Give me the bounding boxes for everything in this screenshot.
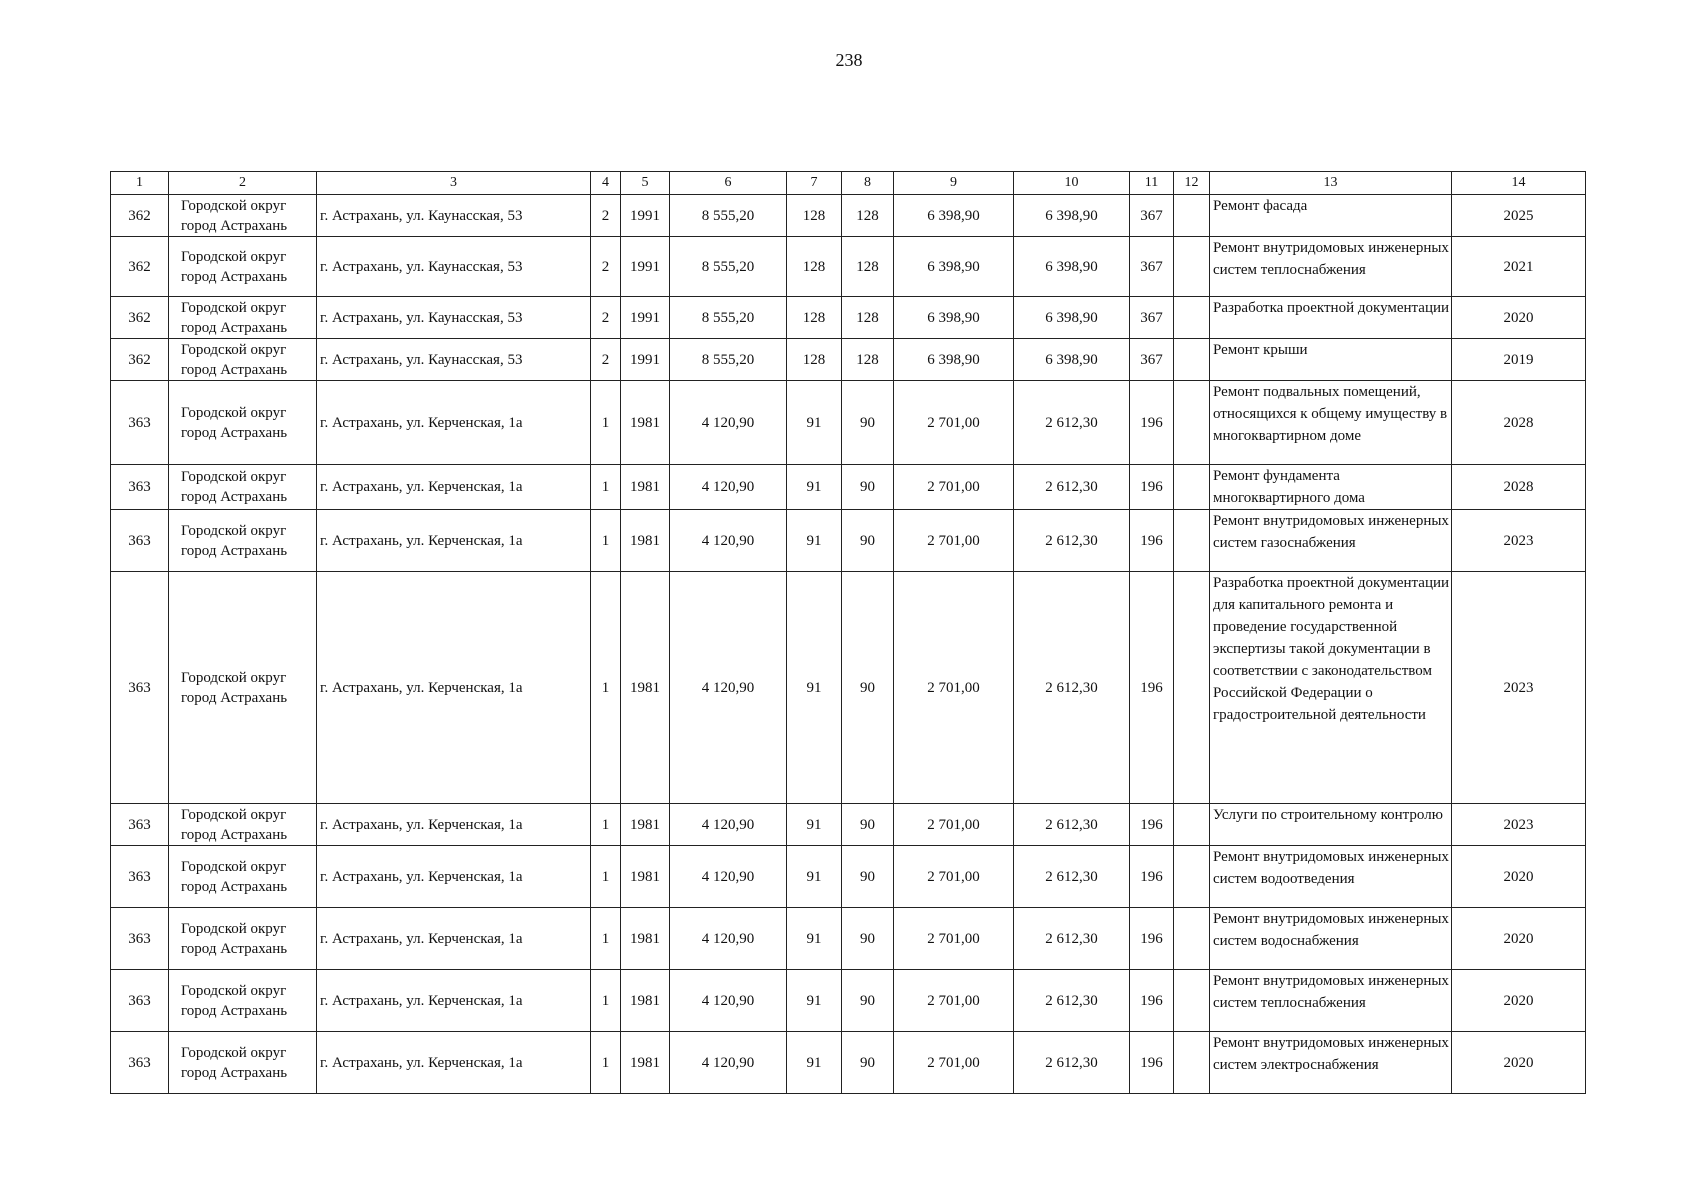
column-header-2: 2: [169, 172, 317, 195]
work-type: Ремонт фундамента многоквартирного дома: [1210, 465, 1452, 510]
col8-value: 128: [842, 237, 894, 297]
column-header-6: 6: [670, 172, 787, 195]
col4-value: 2: [591, 195, 621, 237]
col7-value: 91: [787, 465, 842, 510]
area-total: 8 555,20: [670, 297, 787, 339]
address: г. Астрахань, ул. Каунасская, 53: [317, 237, 591, 297]
row-number: 362: [111, 237, 169, 297]
planned-year: 2020: [1452, 908, 1586, 970]
col7-value: 128: [787, 195, 842, 237]
col8-value: 90: [842, 846, 894, 908]
work-type: Разработка проектной документации: [1210, 297, 1452, 339]
col4-value: 2: [591, 237, 621, 297]
column-header-3: 3: [317, 172, 591, 195]
table-row: [111, 846, 1586, 908]
year-value: 1991: [621, 297, 670, 339]
area-col10: 2 612,30: [1014, 572, 1130, 804]
table-row: [111, 195, 1586, 237]
residents-count: 367: [1130, 237, 1174, 297]
col7-value: 91: [787, 846, 842, 908]
table-row: [111, 381, 1586, 465]
address: г. Астрахань, ул. Керченская, 1а: [317, 804, 591, 846]
col4-value: 1: [591, 970, 621, 1032]
area-col9: 2 701,00: [894, 572, 1014, 804]
work-type: Ремонт крыши: [1210, 339, 1452, 381]
area-total: 8 555,20: [670, 195, 787, 237]
municipality: Городской округ город Астрахань: [169, 297, 317, 339]
col8-value: 90: [842, 510, 894, 572]
column-header-11: 11: [1130, 172, 1174, 195]
col12-value: [1174, 804, 1210, 846]
col4-value: 2: [591, 339, 621, 381]
area-total: 4 120,90: [670, 381, 787, 465]
planned-year: 2023: [1452, 804, 1586, 846]
area-col10: 2 612,30: [1014, 1032, 1130, 1094]
address: г. Астрахань, ул. Керченская, 1а: [317, 908, 591, 970]
area-col10: 2 612,30: [1014, 846, 1130, 908]
address: г. Астрахань, ул. Керченская, 1а: [317, 465, 591, 510]
residents-count: 196: [1130, 970, 1174, 1032]
column-header-13: 13: [1210, 172, 1452, 195]
work-type: Ремонт внутридомовых инженерных систем водоотведения: [1210, 846, 1452, 908]
row-number: 363: [111, 970, 169, 1032]
col8-value: 90: [842, 381, 894, 465]
column-header-4: 4: [591, 172, 621, 195]
col12-value: [1174, 465, 1210, 510]
area-total: 8 555,20: [670, 237, 787, 297]
area-col10: 6 398,90: [1014, 237, 1130, 297]
page-number: 238: [835, 50, 863, 70]
area-col9: 2 701,00: [894, 1032, 1014, 1094]
area-total: 4 120,90: [670, 970, 787, 1032]
area-col10: 2 612,30: [1014, 510, 1130, 572]
area-col10: 2 612,30: [1014, 970, 1130, 1032]
col7-value: 91: [787, 970, 842, 1032]
year-value: 1981: [621, 804, 670, 846]
col7-value: 91: [787, 510, 842, 572]
col7-value: 128: [787, 237, 842, 297]
municipality: Городской округ город Астрахань: [169, 1032, 317, 1094]
year-value: 1981: [621, 908, 670, 970]
col8-value: 90: [842, 572, 894, 804]
municipality: Городской округ город Астрахань: [169, 381, 317, 465]
work-type: Разработка проектной документации для капитального ремонта и проведение государственной экспертизы такой документации в соответствии с законодательством Российской Федерации о градостроительной деятельности: [1210, 572, 1452, 804]
year-value: 1981: [621, 970, 670, 1032]
year-value: 1981: [621, 510, 670, 572]
row-number: 363: [111, 572, 169, 804]
table-row: [111, 970, 1586, 1032]
municipality: Городской округ город Астрахань: [169, 237, 317, 297]
address: г. Астрахань, ул. Керченская, 1а: [317, 572, 591, 804]
area-col9: 2 701,00: [894, 908, 1014, 970]
column-header-14: 14: [1452, 172, 1586, 195]
column-header-8: 8: [842, 172, 894, 195]
address: г. Астрахань, ул. Каунасская, 53: [317, 195, 591, 237]
area-col9: 6 398,90: [894, 195, 1014, 237]
address: г. Астрахань, ул. Каунасская, 53: [317, 339, 591, 381]
area-col9: 2 701,00: [894, 381, 1014, 465]
col8-value: 128: [842, 195, 894, 237]
column-header-1: 1: [111, 172, 169, 195]
column-header-9: 9: [894, 172, 1014, 195]
municipality: Городской округ город Астрахань: [169, 339, 317, 381]
col8-value: 128: [842, 339, 894, 381]
work-type: Ремонт внутридомовых инженерных систем теплоснабжения: [1210, 237, 1452, 297]
area-total: 8 555,20: [670, 339, 787, 381]
area-col9: 6 398,90: [894, 297, 1014, 339]
residents-count: 196: [1130, 804, 1174, 846]
table-row: [111, 804, 1586, 846]
col7-value: 128: [787, 297, 842, 339]
area-col9: 2 701,00: [894, 510, 1014, 572]
area-total: 4 120,90: [670, 804, 787, 846]
work-type: Ремонт внутридомовых инженерных систем газоснабжения: [1210, 510, 1452, 572]
planned-year: 2020: [1452, 1032, 1586, 1094]
area-total: 4 120,90: [670, 465, 787, 510]
table-row: [111, 1032, 1586, 1094]
work-type: Ремонт внутридомовых инженерных систем электроснабжения: [1210, 1032, 1452, 1094]
row-number: 363: [111, 510, 169, 572]
area-col10: 6 398,90: [1014, 297, 1130, 339]
col12-value: [1174, 970, 1210, 1032]
area-col9: 6 398,90: [894, 339, 1014, 381]
col8-value: 90: [842, 970, 894, 1032]
residents-count: 196: [1130, 572, 1174, 804]
municipality: Городской округ город Астрахань: [169, 572, 317, 804]
col12-value: [1174, 572, 1210, 804]
row-number: 362: [111, 339, 169, 381]
col12-value: [1174, 846, 1210, 908]
area-col9: 2 701,00: [894, 846, 1014, 908]
col4-value: 1: [591, 510, 621, 572]
year-value: 1991: [621, 237, 670, 297]
area-col10: 2 612,30: [1014, 465, 1130, 510]
area-total: 4 120,90: [670, 510, 787, 572]
table-header: [111, 172, 1586, 195]
area-total: 4 120,90: [670, 908, 787, 970]
residents-count: 196: [1130, 510, 1174, 572]
col4-value: 1: [591, 572, 621, 804]
col12-value: [1174, 510, 1210, 572]
area-col10: 2 612,30: [1014, 908, 1130, 970]
residents-count: 196: [1130, 1032, 1174, 1094]
planned-year: 2020: [1452, 846, 1586, 908]
year-value: 1991: [621, 195, 670, 237]
residents-count: 196: [1130, 381, 1174, 465]
area-col10: 6 398,90: [1014, 339, 1130, 381]
table-row: [111, 908, 1586, 970]
column-header-5: 5: [621, 172, 670, 195]
column-header-12: 12: [1174, 172, 1210, 195]
year-value: 1981: [621, 846, 670, 908]
table-row: [111, 237, 1586, 297]
col12-value: [1174, 1032, 1210, 1094]
planned-year: 2023: [1452, 572, 1586, 804]
area-total: 4 120,90: [670, 846, 787, 908]
col8-value: 90: [842, 465, 894, 510]
row-number: 363: [111, 381, 169, 465]
area-col9: 6 398,90: [894, 237, 1014, 297]
residents-count: 196: [1130, 465, 1174, 510]
year-value: 1991: [621, 339, 670, 381]
col7-value: 91: [787, 1032, 842, 1094]
row-number: 362: [111, 195, 169, 237]
col8-value: 90: [842, 908, 894, 970]
row-number: 363: [111, 908, 169, 970]
municipality: Городской округ город Астрахань: [169, 970, 317, 1032]
table-row: [111, 465, 1586, 510]
planned-year: 2023: [1452, 510, 1586, 572]
table-body: [111, 195, 1586, 1094]
row-number: 362: [111, 297, 169, 339]
table-row: [111, 572, 1586, 804]
area-col9: 2 701,00: [894, 465, 1014, 510]
row-number: 363: [111, 465, 169, 510]
col4-value: 2: [591, 297, 621, 339]
area-col10: 2 612,30: [1014, 804, 1130, 846]
year-value: 1981: [621, 1032, 670, 1094]
municipality: Городской округ город Астрахань: [169, 846, 317, 908]
row-number: 363: [111, 1032, 169, 1094]
table-row: [111, 339, 1586, 381]
column-header-7: 7: [787, 172, 842, 195]
col12-value: [1174, 297, 1210, 339]
col4-value: 1: [591, 804, 621, 846]
address: г. Астрахань, ул. Керченская, 1а: [317, 510, 591, 572]
area-total: 4 120,90: [670, 572, 787, 804]
area-col10: 6 398,90: [1014, 195, 1130, 237]
year-value: 1981: [621, 465, 670, 510]
work-type: Ремонт фасада: [1210, 195, 1452, 237]
planned-year: 2020: [1452, 297, 1586, 339]
col12-value: [1174, 381, 1210, 465]
residents-count: 367: [1130, 339, 1174, 381]
col12-value: [1174, 908, 1210, 970]
col12-value: [1174, 195, 1210, 237]
address: г. Астрахань, ул. Керченская, 1а: [317, 1032, 591, 1094]
planned-year: 2028: [1452, 465, 1586, 510]
col4-value: 1: [591, 381, 621, 465]
col7-value: 91: [787, 572, 842, 804]
work-type: Ремонт подвальных помещений, относящихся к общему имуществу в многоквартирном доме: [1210, 381, 1452, 465]
address: г. Астрахань, ул. Керченская, 1а: [317, 846, 591, 908]
area-col9: 2 701,00: [894, 970, 1014, 1032]
col12-value: [1174, 339, 1210, 381]
planned-year: 2020: [1452, 970, 1586, 1032]
row-number: 363: [111, 804, 169, 846]
col4-value: 1: [591, 465, 621, 510]
residents-count: 196: [1130, 908, 1174, 970]
col4-value: 1: [591, 846, 621, 908]
table-row: [111, 297, 1586, 339]
planned-year: 2021: [1452, 237, 1586, 297]
municipality: Городской округ город Астрахань: [169, 510, 317, 572]
col7-value: 91: [787, 804, 842, 846]
residents-count: 367: [1130, 297, 1174, 339]
municipality: Городской округ город Астрахань: [169, 804, 317, 846]
address: г. Астрахань, ул. Каунасская, 53: [317, 297, 591, 339]
table-row: [111, 510, 1586, 572]
planned-year: 2028: [1452, 381, 1586, 465]
municipality: Городской округ город Астрахань: [169, 465, 317, 510]
col4-value: 1: [591, 1032, 621, 1094]
col4-value: 1: [591, 908, 621, 970]
area-total: 4 120,90: [670, 1032, 787, 1094]
col8-value: 90: [842, 1032, 894, 1094]
area-col9: 2 701,00: [894, 804, 1014, 846]
col7-value: 128: [787, 339, 842, 381]
year-value: 1981: [621, 572, 670, 804]
municipality: Городской округ город Астрахань: [169, 908, 317, 970]
year-value: 1981: [621, 381, 670, 465]
column-header-10: 10: [1014, 172, 1130, 195]
residents-count: 196: [1130, 846, 1174, 908]
col8-value: 128: [842, 297, 894, 339]
col12-value: [1174, 237, 1210, 297]
work-type: Услуги по строительному контролю: [1210, 804, 1452, 846]
register-table: [110, 171, 1586, 1094]
address: г. Астрахань, ул. Керченская, 1а: [317, 970, 591, 1032]
row-number: 363: [111, 846, 169, 908]
residents-count: 367: [1130, 195, 1174, 237]
col7-value: 91: [787, 381, 842, 465]
planned-year: 2025: [1452, 195, 1586, 237]
col8-value: 90: [842, 804, 894, 846]
work-type: Ремонт внутридомовых инженерных систем теплоснабжения: [1210, 970, 1452, 1032]
address: г. Астрахань, ул. Керченская, 1а: [317, 381, 591, 465]
column-number-row: [111, 172, 1586, 195]
municipality: Городской округ город Астрахань: [169, 195, 317, 237]
col7-value: 91: [787, 908, 842, 970]
work-type: Ремонт внутридомовых инженерных систем водоснабжения: [1210, 908, 1452, 970]
area-col10: 2 612,30: [1014, 381, 1130, 465]
planned-year: 2019: [1452, 339, 1586, 381]
